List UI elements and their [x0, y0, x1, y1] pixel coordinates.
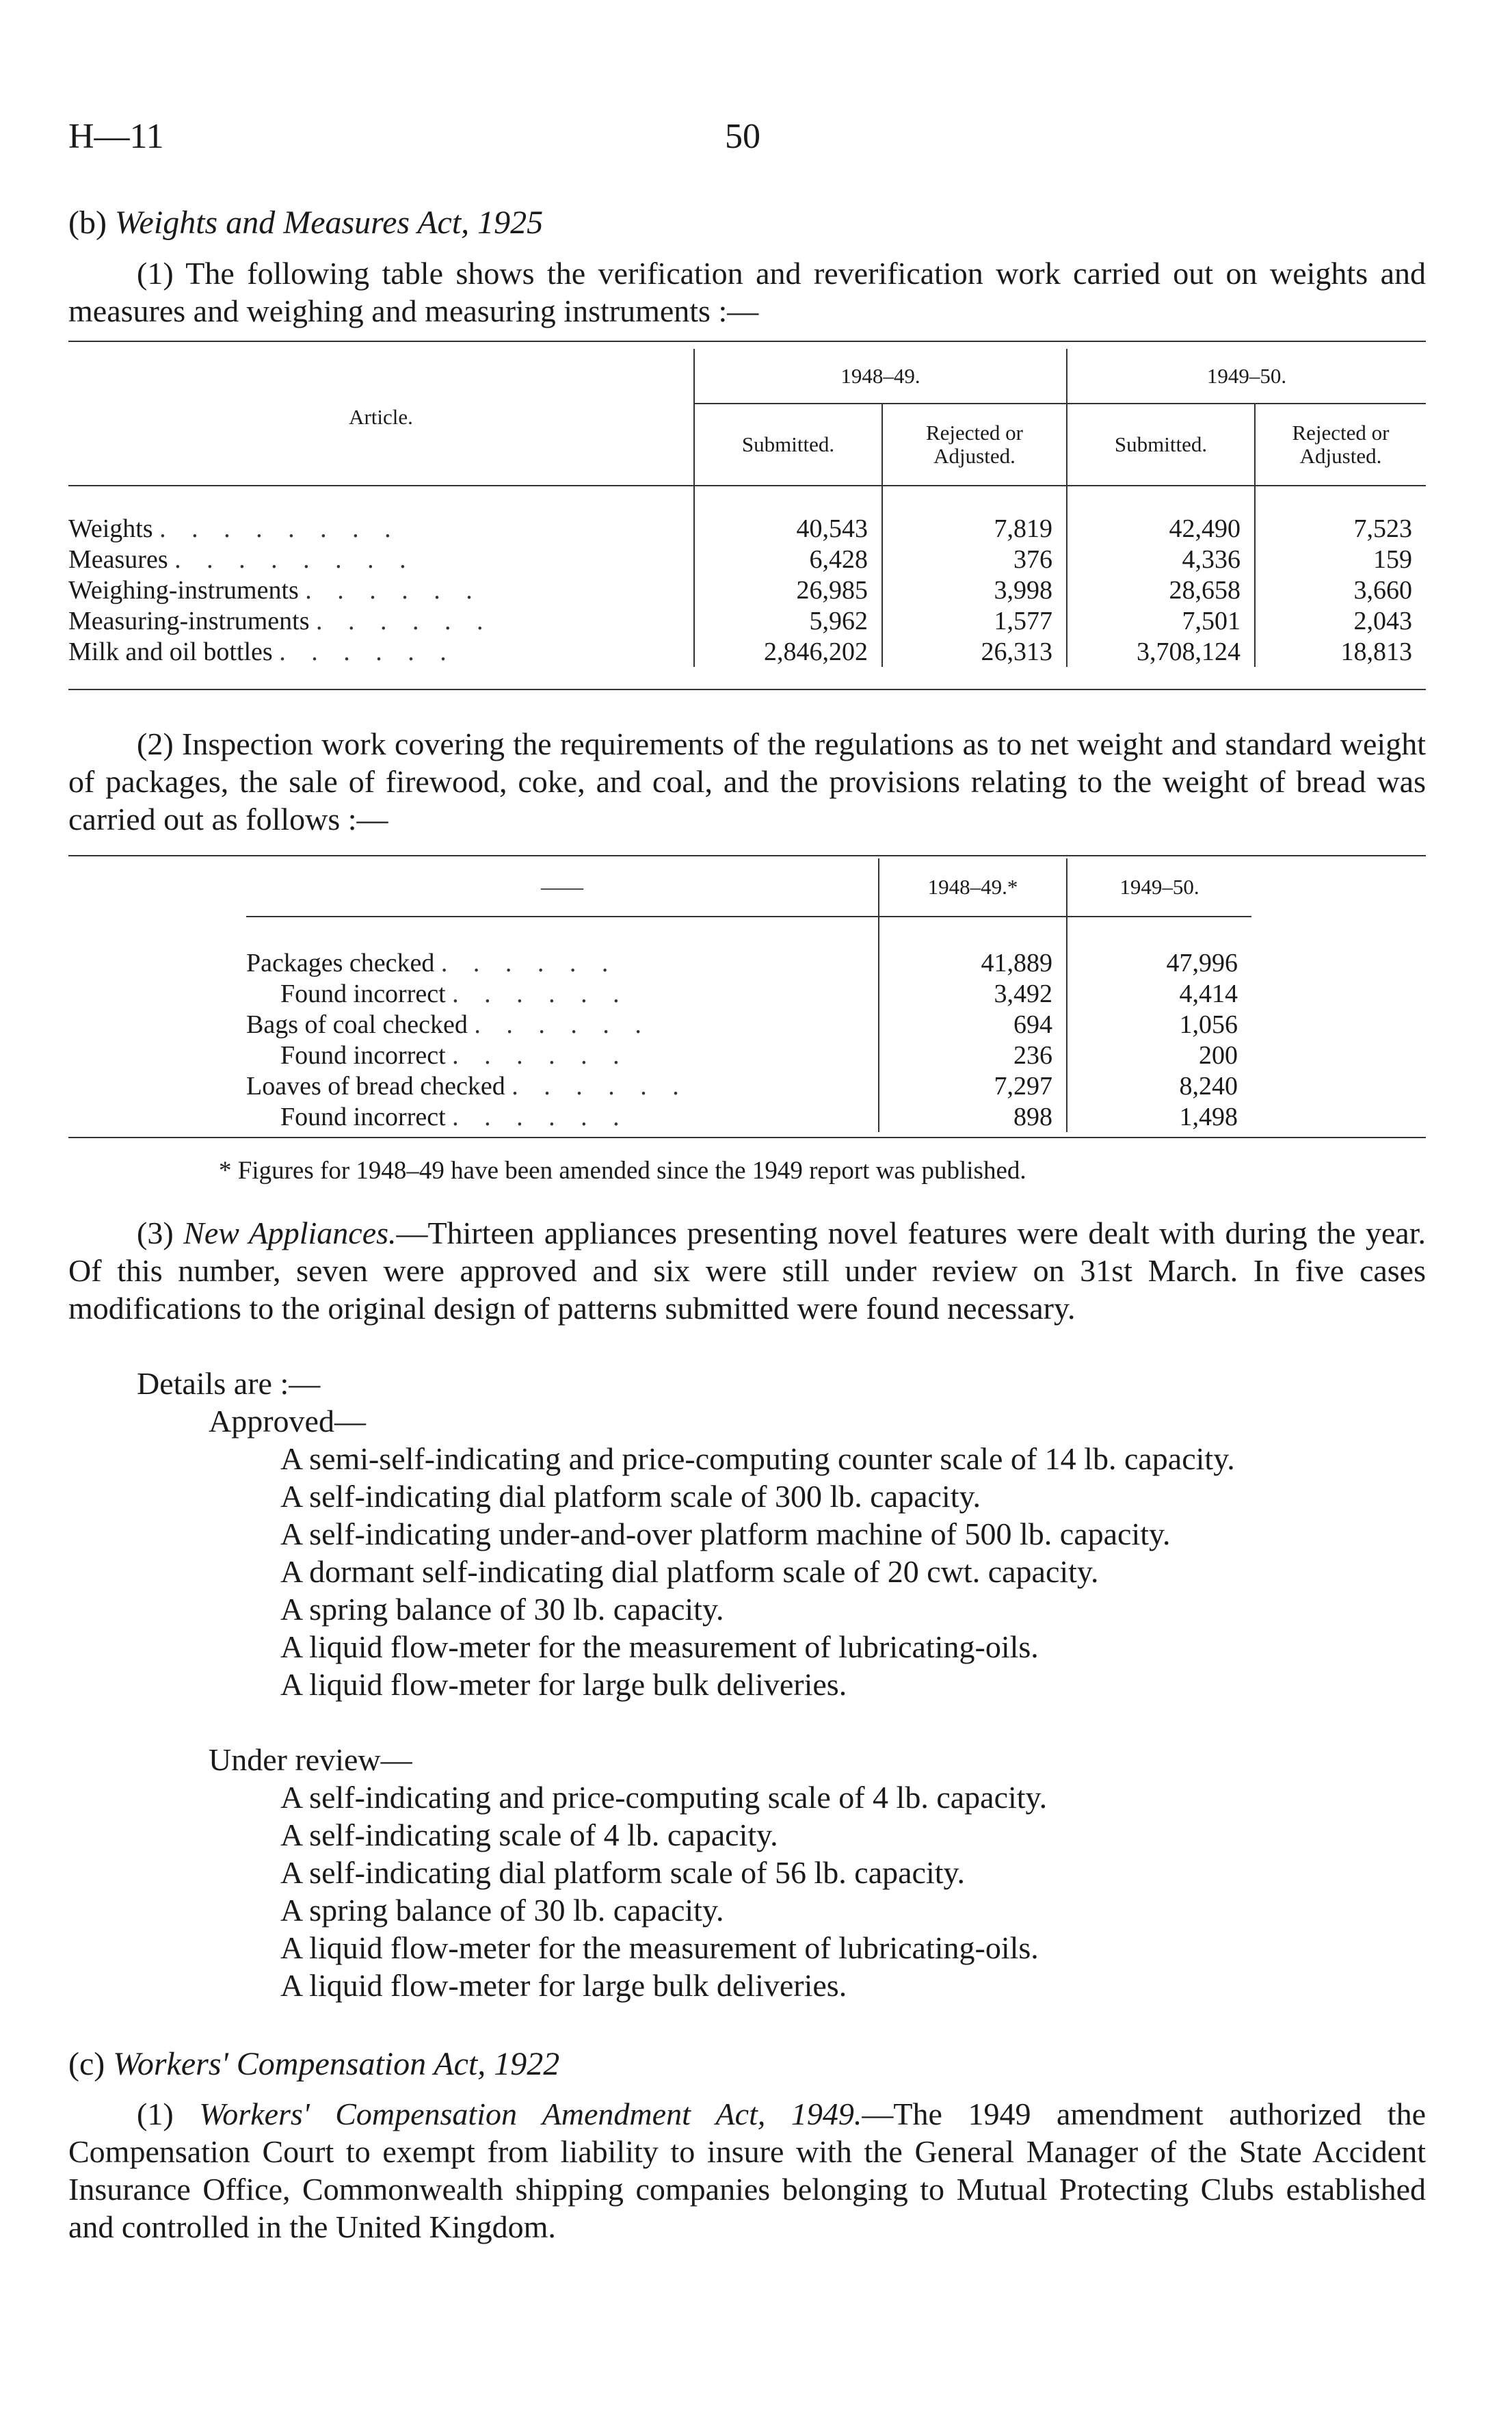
- table-row: [246, 1101, 1251, 1132]
- value-1948-49: 236: [879, 1040, 1067, 1070]
- table-row: [246, 947, 1251, 978]
- table-row: [246, 1009, 1251, 1040]
- leader-dots: . . . . . . . .: [159, 514, 401, 543]
- table-row: [68, 636, 1426, 667]
- table-row: [68, 544, 1426, 575]
- leader-dots: . . . . . .: [316, 606, 493, 635]
- rejected-1948-49: 3,998: [882, 575, 1067, 605]
- paragraph-c1: [68, 2095, 1426, 2246]
- submitted-1948-49: 26,985: [694, 575, 882, 605]
- section-b-title: Weights and Measures Act, 1925: [114, 205, 544, 241]
- leader-dots: . . . . . . . .: [174, 544, 416, 574]
- table2-top-rule: [68, 855, 1426, 856]
- value-1948-49: 41,889: [879, 947, 1067, 978]
- year-1948-49-header: 1948–49.*: [879, 858, 1067, 917]
- rejected-1949-50: 18,813: [1255, 636, 1426, 667]
- row-label: Loaves of bread checked: [246, 1071, 505, 1101]
- row-label: Found incorrect: [280, 1040, 446, 1070]
- paragraph-b1-text: (1) The following table shows the verification and reverification work carried out on weights and measures and weighing and measuring instruments :—: [68, 256, 1426, 328]
- list-item: A liquid flow-meter for the measurement of lubricating-oils.: [280, 1930, 1039, 1965]
- page-number: 50: [725, 117, 760, 156]
- details-label: Details are :—: [137, 1366, 321, 1401]
- year-1948-49-header: 1948–49.: [694, 349, 1067, 404]
- table1-bottom-rule: [68, 689, 1426, 690]
- rejected-header: Rejected or Adjusted.: [882, 404, 1067, 486]
- submitted-header: Submitted.: [1067, 404, 1255, 486]
- rejected-1949-50: 159: [1255, 544, 1426, 575]
- value-1949-50: 47,996: [1067, 947, 1251, 978]
- rejected-header: Rejected or Adjusted.: [1255, 404, 1426, 486]
- leader-dots: . . . . . .: [440, 948, 618, 977]
- article-name: Measures: [68, 544, 168, 574]
- list-item: A semi-self-indicating and price-computing counter scale of 14 lb. capacity.: [280, 1441, 1235, 1476]
- list-item: A liquid flow-meter for large bulk deliveries.: [280, 1667, 847, 1702]
- row-label: Found incorrect: [280, 979, 446, 1008]
- table-row: [246, 1070, 1251, 1101]
- article-header: Article.: [349, 404, 413, 429]
- submitted-1948-49: 6,428: [694, 544, 882, 575]
- year-1949-50-header: 1949–50.: [1067, 858, 1251, 917]
- table-row: [68, 605, 1426, 636]
- list-item: A self-indicating scale of 4 lb. capacity.: [280, 1817, 778, 1852]
- leader-dots: . . . . . .: [452, 1102, 629, 1131]
- leader-dots: . . . . . .: [452, 1040, 629, 1070]
- under-review-label: Under review—: [209, 1742, 412, 1777]
- section-b-letter: (b): [68, 205, 107, 241]
- list-item: A self-indicating dial platform scale of 300 lb. capacity.: [280, 1479, 981, 1514]
- year-1949-50-header: 1949–50.: [1067, 349, 1426, 404]
- article-name: Measuring-instruments: [68, 606, 310, 635]
- section-b-heading: [68, 204, 543, 241]
- running-head: [0, 116, 1512, 157]
- section-c-title: Workers' Compensation Act, 1922: [113, 2046, 560, 2082]
- paragraph-b3-text: —Thirteen appliances presenting novel features were dealt with during the year. Of this number, seven were approved and six were still under review on 31st March. In five cases modifications to the original design of patterns submitted were found necessary.: [68, 1215, 1427, 1326]
- submitted-1948-49: 5,962: [694, 605, 882, 636]
- value-1948-49: 898: [879, 1101, 1067, 1132]
- article-name: Weighing-instruments: [68, 575, 299, 605]
- list-item: A dormant self-indicating dial platform scale of 20 cwt. capacity.: [280, 1554, 1099, 1589]
- list-item: A self-indicating under-and-over platform machine of 500 lb. capacity.: [280, 1516, 1171, 1551]
- leader-dots: . . . . . .: [512, 1071, 689, 1101]
- rejected-1948-49: 1,577: [882, 605, 1067, 636]
- paragraph-c1-number: (1): [137, 2097, 200, 2131]
- list-item: A liquid flow-meter for the measurement of lubricating-oils.: [280, 1629, 1039, 1664]
- submitted-1949-50: 28,658: [1067, 575, 1255, 605]
- blank-header: ——: [541, 875, 583, 899]
- submitted-1949-50: 4,336: [1067, 544, 1255, 575]
- list-item: A spring balance of 30 lb. capacity.: [280, 1893, 724, 1928]
- submitted-1948-49: 2,846,202: [694, 636, 882, 667]
- table2-bottom-rule: [68, 1137, 1426, 1138]
- approved-list: [280, 1440, 1426, 1703]
- table-row: [68, 513, 1426, 544]
- report-reference: H—11: [68, 117, 164, 156]
- row-label: Found incorrect: [280, 1102, 446, 1131]
- paragraph-b2: [68, 725, 1426, 838]
- submitted-1949-50: 7,501: [1067, 605, 1255, 636]
- value-1949-50: 1,498: [1067, 1101, 1251, 1132]
- list-item: A self-indicating and price-computing scale of 4 lb. capacity.: [280, 1780, 1048, 1815]
- value-1948-49: 3,492: [879, 978, 1067, 1009]
- inspection-table: [246, 858, 1251, 1132]
- value-1949-50: 1,056: [1067, 1009, 1251, 1040]
- new-appliances-title: New Appliances.: [183, 1215, 397, 1250]
- article-name: Weights: [68, 514, 153, 543]
- list-item: A spring balance of 30 lb. capacity.: [280, 1592, 724, 1627]
- leader-dots: . . . . . .: [474, 1010, 651, 1039]
- value-1949-50: 8,240: [1067, 1070, 1251, 1101]
- submitted-1949-50: 42,490: [1067, 513, 1255, 544]
- submitted-header: Submitted.: [694, 404, 882, 486]
- value-1949-50: 4,414: [1067, 978, 1251, 1009]
- table-row: [68, 575, 1426, 605]
- article-name: Milk and oil bottles: [68, 637, 273, 666]
- section-c-heading: [68, 2045, 559, 2083]
- section-c-letter: (c): [68, 2046, 105, 2082]
- rejected-1948-49: 26,313: [882, 636, 1067, 667]
- value-1948-49: 694: [879, 1009, 1067, 1040]
- submitted-1949-50: 3,708,124: [1067, 636, 1255, 667]
- amendment-act-title: Workers' Compensation Amendment Act, 1949.: [199, 2097, 862, 2131]
- paragraph-b1: [68, 254, 1426, 330]
- paragraph-b3: [68, 1214, 1426, 1327]
- value-1948-49: 7,297: [879, 1070, 1067, 1101]
- leader-dots: . . . . . .: [279, 637, 456, 666]
- approved-label: Approved—: [209, 1404, 366, 1438]
- row-label: Bags of coal checked: [246, 1010, 468, 1039]
- row-label: Packages checked: [246, 948, 435, 977]
- table1-top-rule: [68, 341, 1426, 342]
- rejected-1949-50: 7,523: [1255, 513, 1426, 544]
- paragraph-b2-text: (2) Inspection work covering the requirements of the regulations as to net weight and standard weight of packages, the sale of firewood, coke, and coal, and the provisions relating to the weight of bread was carried out as follows :—: [68, 726, 1426, 837]
- value-1949-50: 200: [1067, 1040, 1251, 1070]
- rejected-1948-49: 376: [882, 544, 1067, 575]
- submitted-1948-49: 40,543: [694, 513, 882, 544]
- table-row: [246, 978, 1251, 1009]
- rejected-1949-50: 3,660: [1255, 575, 1426, 605]
- paragraph-c1-text: —The 1949 amendment authorized the Compensation Court to exempt from liability to insure with the General Manager of the State Accident Insurance Office, Commonwealth shipping companies belonging to Mutual Protecting Clubs established and controlled in the United Kingdom.: [68, 2097, 1427, 2244]
- list-item: A self-indicating dial platform scale of 56 lb. capacity.: [280, 1855, 966, 1890]
- verification-table: [68, 349, 1426, 667]
- list-item: A liquid flow-meter for large bulk deliveries.: [280, 1968, 847, 2003]
- under-review-list: [280, 1778, 1426, 2004]
- leader-dots: . . . . . .: [452, 979, 629, 1008]
- paragraph-b3-number: (3): [137, 1215, 184, 1250]
- rejected-1948-49: 7,819: [882, 513, 1067, 544]
- table-row: [246, 1040, 1251, 1070]
- table-footnote: * Figures for 1948–49 have been amended since the 1949 report was published.: [219, 1157, 1026, 1185]
- leader-dots: . . . . . .: [305, 575, 482, 605]
- rejected-1949-50: 2,043: [1255, 605, 1426, 636]
